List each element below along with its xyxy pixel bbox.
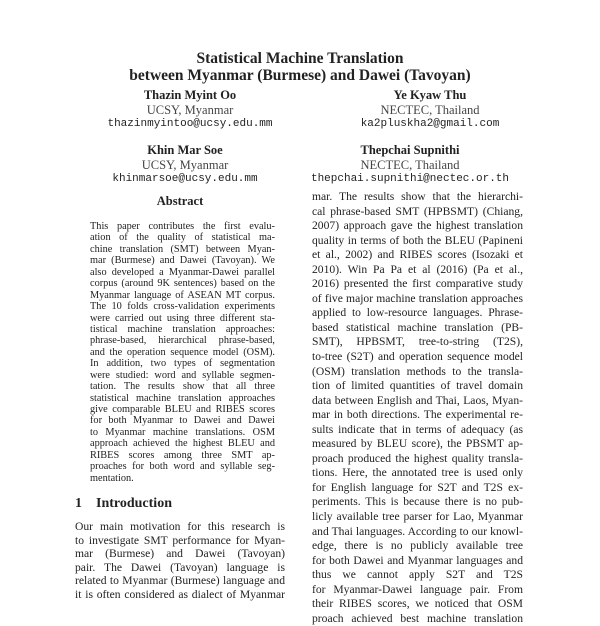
text-line: edge, there is no publicly available tree [312, 539, 523, 553]
section-heading [75, 496, 186, 512]
text-line: to-tree (S2T) and operation sequence model [312, 350, 523, 364]
text-line: of five major machine translation approaches [312, 291, 523, 305]
abstract-heading: Abstract [156, 194, 204, 208]
author-name: Thazin Myint Oo [143, 88, 237, 102]
text-line: phrase-based, hierarchical phrase-based, [90, 335, 275, 347]
text-line: to Myanmar machine translations. OSM [90, 426, 275, 438]
text-line: tation. The results show that all three [90, 381, 275, 393]
text-line: Myanmar language of ASEAN MT corpus. [90, 289, 275, 301]
text-line: measured by BLEU score), the PBSMT ap- [312, 437, 523, 451]
author-block [310, 88, 550, 132]
text-line: proach produced the highest quality transla- [312, 451, 523, 465]
text-line: proach achieved best machine translation [312, 611, 523, 625]
intro-left-column [75, 520, 285, 601]
text-line: also developed a Myanmar-Dawei parallel [90, 266, 275, 278]
text-line: chine translation (SMT) between Myan- [90, 243, 275, 255]
text-line: and Thai languages. According to our knowl- [312, 524, 523, 538]
author-block [65, 143, 305, 187]
text-line: give comparable BLEU and RIBES scores [90, 404, 275, 415]
text-line: 2016) presented the first comparative study [312, 277, 523, 291]
author-block [280, 143, 540, 187]
text-line: This paper contributes the first evalu- [90, 221, 275, 232]
text-line: sults indicate that in terms of adequacy (as [312, 422, 523, 436]
author-email: thazinmyintoo@ucsy.edu.mm [107, 118, 273, 130]
text-line: mar in both directions. The experimental re- [312, 408, 523, 422]
text-line: mentation. [90, 472, 134, 484]
text-line: SMT), HPBSMT, tree-to-string (T2S), [312, 335, 523, 349]
text-line: periments. This is because there is no pub- [312, 495, 523, 509]
text-line: tistical machine translation approaches: [90, 323, 275, 335]
text-line: statistical machine translation approaches [90, 392, 275, 404]
section-title: Introduction [96, 496, 172, 511]
intro-right-column [312, 190, 523, 626]
text-line: In addition, two types of segmentation [90, 358, 275, 370]
author-name: Khin Mar Soe [147, 143, 223, 157]
text-line: mar (Burmese) and Dawei (Tavoyan). We [90, 255, 275, 267]
text-line: Our main motivation for this research is [75, 520, 285, 533]
text-line: pair. The Dawei (Tavoyan) language is [75, 560, 285, 574]
author-affiliation: NECTEC, Thailand [380, 102, 480, 117]
text-line: corpus (around 9K sentences) based on the [90, 278, 275, 290]
text-line: proaches for both word and syllable seg- [90, 461, 275, 473]
text-line: for Myanmar-Dawei language pair. From [312, 582, 523, 596]
author-email: khinmarsoe@ucsy.edu.mm [112, 173, 258, 185]
text-line: for both Dawei and Myanmar languages and [312, 553, 523, 567]
text-line: for both Myanmar to Dawei and Dawei [90, 415, 275, 427]
text-line: tion of limited quantities of travel domain [312, 379, 523, 393]
abstract-body [90, 221, 275, 484]
text-line: et al., 2002) and RIBES scores (Isozaki et [312, 248, 523, 262]
text-line: The 10 folds cross-validation experiments [90, 301, 275, 313]
author-block [70, 88, 310, 132]
text-line: approach achieved the highest BLEU and [90, 438, 275, 450]
text-line: for English language for S2T and T2S ex- [312, 480, 523, 494]
text-line: licly available tree parser for Lao, Myanmar [312, 510, 523, 524]
section-number: 1 [75, 496, 82, 511]
author-name: Thepchai Supnithi [360, 143, 460, 157]
text-line: their RIBES scores, we noticed that OSM [312, 597, 523, 611]
text-line: applied to low-resource languages. Phrase- [312, 306, 523, 320]
author-email: thepchai.supnithi@nectec.or.th [310, 173, 510, 185]
text-line: to investigate SMT performance for Myan- [75, 533, 285, 547]
text-line: RIBES scores among three SMT ap- [90, 449, 275, 461]
author-email: ka2pluskha2@gmail.com [360, 118, 500, 130]
text-line: 2007) approach gave the highest translation [312, 219, 523, 233]
text-line: and the operation sequence model (OSM). [90, 346, 275, 358]
author-affiliation: UCSY, Myanmar [141, 157, 229, 172]
text-line: related to Myanmar (Burmese) language and [75, 574, 285, 587]
paper-title-line-2: between Myanmar (Burmese) and Dawei (Tavoyan) [129, 67, 471, 84]
text-line: 2010). Win Pa Pa et al (2016) (Pa et al., [312, 262, 523, 276]
text-line: based statistical machine translation (PB- [312, 320, 523, 334]
text-line: (OSM) translation methods to the transla- [312, 364, 523, 378]
text-line: were carried out using three different sta- [90, 312, 275, 324]
text-line: mar (Burmese) and Dawei (Tavoyan) [75, 547, 285, 560]
text-line: thus we cannot apply S2T and T2S [312, 568, 523, 582]
author-affiliation: UCSY, Myanmar [146, 102, 234, 117]
paper-title-line-1: Statistical Machine Translation [196, 50, 404, 67]
text-line: mar. The results show that the hierarchi- [312, 190, 523, 203]
text-line: it is often considered as dialect of Myanmar [75, 587, 285, 601]
author-affiliation: NECTEC, Thailand [360, 157, 460, 172]
text-line: data between English and Thai, Laos, Myan- [312, 393, 523, 407]
text-line: were studied: word and syllable segmen- [90, 369, 275, 381]
text-line: tions. Here, the annotated tree is used only [312, 466, 523, 480]
text-line: ation of the quality of statistical ma- [90, 232, 275, 244]
text-line: cal phrase-based SMT (HPBSMT) (Chiang, [312, 204, 523, 218]
text-line: quality in terms of both the BLEU (Papineni [312, 233, 523, 247]
author-name: Ye Kyaw Thu [393, 88, 467, 102]
